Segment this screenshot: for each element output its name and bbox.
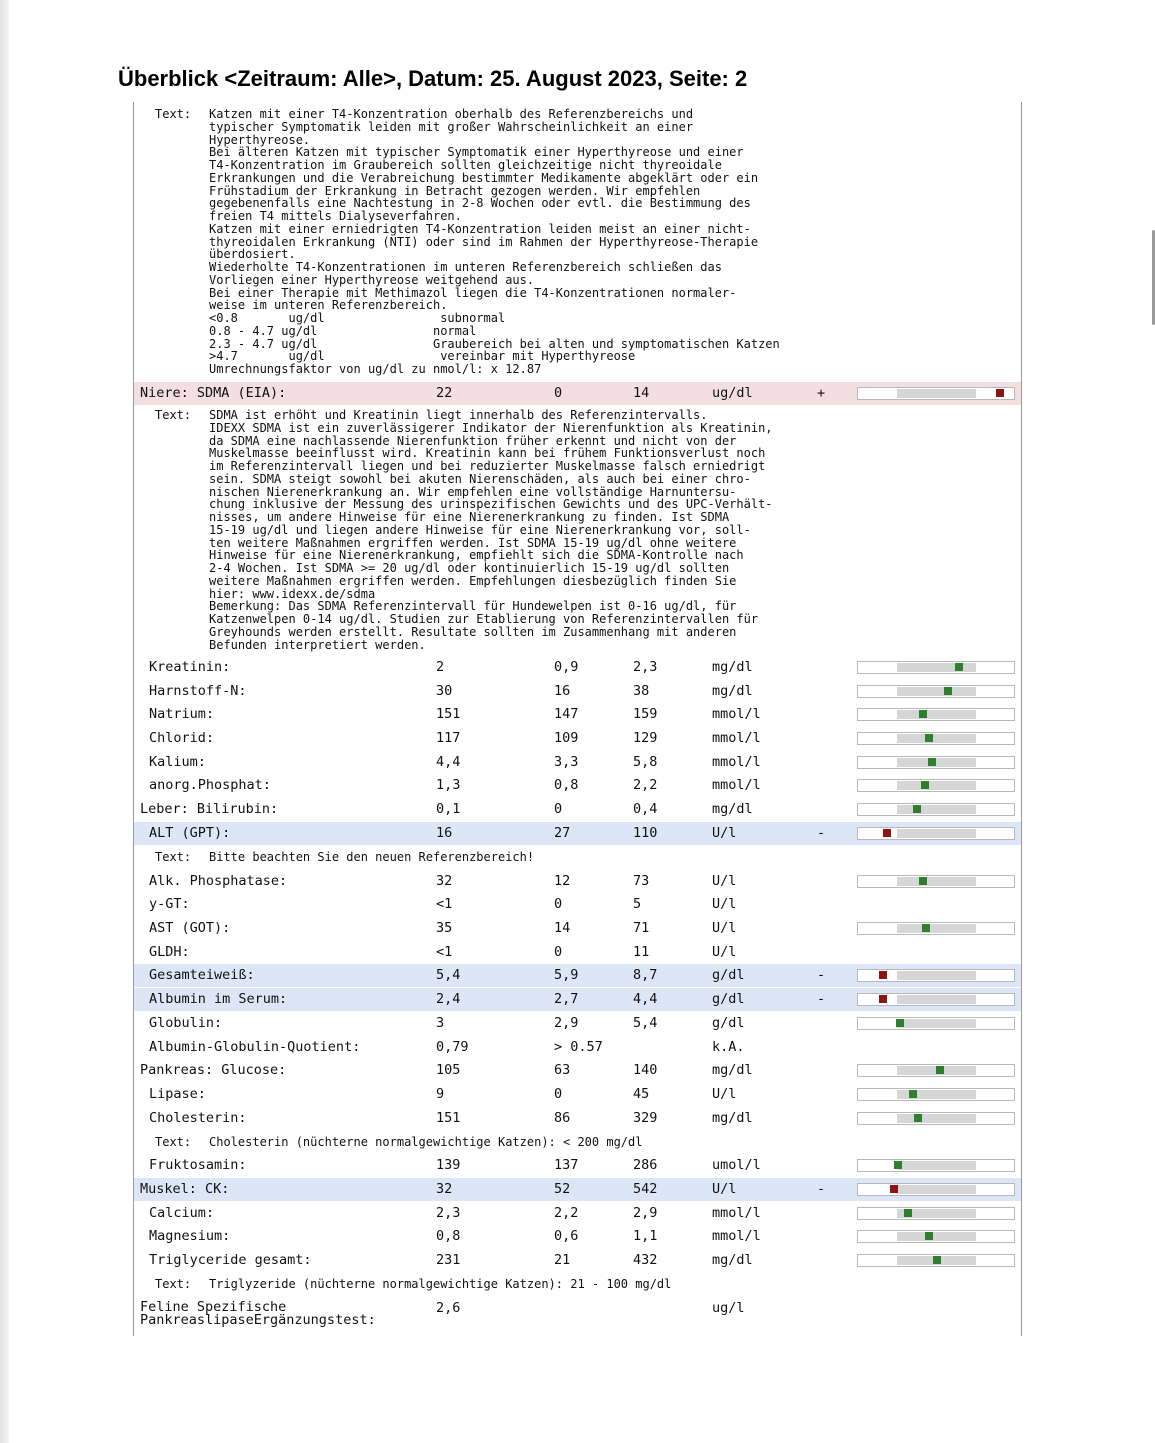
reference-range-band [897, 1161, 976, 1170]
result-marker [904, 1209, 912, 1217]
parameter-name: Albumin-Globulin-Quotient: [149, 1039, 361, 1055]
result-value: 32 [436, 873, 453, 889]
reference-range-bar [857, 922, 1015, 935]
unit: mg/dl [712, 1062, 753, 1078]
unit: mg/dl [712, 659, 753, 675]
result-value: 4,4 [436, 754, 461, 770]
reference-high: 432 [633, 1252, 658, 1268]
reference-range-band [897, 781, 976, 790]
reference-range-band [897, 758, 976, 767]
comment-label: Text: [155, 408, 192, 422]
reference-range-band [897, 710, 976, 719]
reference-low: 0,8 [554, 777, 579, 793]
comment-text: Cholesterin (nüchterne normalgewichtige Katzen): < 200 mg/dl [209, 1135, 643, 1149]
parameter-name: AST (GOT): [149, 920, 231, 936]
reference-range-band [897, 805, 976, 814]
reference-low: 63 [554, 1062, 571, 1078]
reference-high: 2,9 [633, 1205, 658, 1221]
result-row [134, 917, 1021, 940]
result-value: 0,8 [436, 1228, 461, 1244]
result-row [134, 1107, 1021, 1130]
result-value: 5,4 [436, 967, 461, 983]
result-marker [913, 805, 921, 813]
reference-low: 0 [554, 801, 563, 817]
parameter-name: Kalium: [149, 754, 206, 770]
result-marker [914, 1114, 922, 1122]
reference-range-bar [857, 732, 1015, 745]
flag-indicator: - [817, 967, 826, 983]
result-value: 105 [436, 1062, 461, 1078]
result-row [134, 941, 1021, 964]
result-marker [922, 924, 930, 932]
result-row [134, 703, 1021, 726]
unit: ug/dl [712, 385, 753, 401]
reference-range-band [897, 1232, 976, 1241]
unit: mmol/l [712, 1205, 761, 1221]
parameter-name: ALT (GPT): [149, 825, 231, 841]
reference-low: 12 [554, 873, 571, 889]
reference-range-bar [857, 1254, 1015, 1267]
reference-range-bar [857, 875, 1015, 888]
reference-range-bar [857, 779, 1015, 792]
result-value: 2,6 [436, 1300, 461, 1316]
reference-range-bar [857, 993, 1015, 1006]
result-value: 0,1 [436, 801, 461, 817]
result-value: 35 [436, 920, 453, 936]
result-value: <1 [436, 944, 453, 960]
result-value: <1 [436, 896, 453, 912]
reference-high: 45 [633, 1086, 650, 1102]
result-row [134, 751, 1021, 774]
result-row [134, 1154, 1021, 1177]
unit: U/l [712, 1181, 737, 1197]
result-value: 2 [436, 659, 445, 675]
result-value: 32 [436, 1181, 453, 1197]
parameter-name: Calcium: [149, 1205, 215, 1221]
page-title: Überblick <Zeitraum: Alle>, Datum: 25. August 2023, Seite: 2 [118, 66, 748, 91]
reference-high: 8,7 [633, 967, 658, 983]
reference-low: 0 [554, 1086, 563, 1102]
reference-range-bar [857, 1088, 1015, 1101]
reference-low: > 0.57 [554, 1039, 603, 1055]
unit: mg/dl [712, 801, 753, 817]
reference-high: 0,4 [633, 801, 658, 817]
reference-low: 16 [554, 683, 571, 699]
parameter-name: Albumin im Serum: [149, 991, 288, 1007]
parameter-name: Lipase: [149, 1086, 206, 1102]
result-value: 16 [436, 825, 453, 841]
unit: U/l [712, 920, 737, 936]
result-row [134, 893, 1021, 916]
reference-range-bar [857, 708, 1015, 721]
result-value: 231 [436, 1252, 461, 1268]
reference-high: 5,4 [633, 1015, 658, 1031]
reference-range-bar [857, 1230, 1015, 1243]
reference-low: 14 [554, 920, 571, 936]
reference-range-bar [857, 685, 1015, 698]
unit: mmol/l [712, 777, 761, 793]
result-row [134, 1225, 1021, 1248]
unit: mg/dl [712, 1110, 753, 1126]
result-value: 22 [436, 385, 453, 401]
reference-high: 38 [633, 683, 650, 699]
reference-low: 52 [554, 1181, 571, 1197]
parameter-name: Muskel: CK: [140, 1181, 230, 1197]
result-value: 2,4 [436, 991, 461, 1007]
reference-range-bar [857, 387, 1015, 400]
reference-range-band [897, 734, 976, 743]
unit: mg/dl [712, 1252, 753, 1268]
reference-high: 329 [633, 1110, 658, 1126]
unit: U/l [712, 944, 737, 960]
unit: g/dl [712, 991, 745, 1007]
unit: g/dl [712, 967, 745, 983]
result-marker [955, 663, 963, 671]
reference-high: 159 [633, 706, 658, 722]
comment-label: Text: [155, 1135, 192, 1149]
parameter-name: GLDH: [149, 944, 190, 960]
result-marker [890, 1185, 898, 1193]
reference-range-bar [857, 1183, 1015, 1196]
reference-low: 147 [554, 706, 579, 722]
reference-low: 2,9 [554, 1015, 579, 1031]
reference-range-band [897, 995, 976, 1004]
comment-label: Text: [155, 107, 192, 121]
reference-high: 542 [633, 1181, 658, 1197]
result-marker [925, 734, 933, 742]
reference-high: 5 [633, 896, 642, 912]
result-row [134, 1178, 1021, 1201]
page-shadow [0, 0, 9, 1443]
result-value: 30 [436, 683, 453, 699]
result-value: 9 [436, 1086, 445, 1102]
reference-range-band [897, 877, 976, 886]
parameter-name: Pankreas: Glucose: [140, 1062, 287, 1078]
reference-high: 11 [633, 944, 650, 960]
reference-high: 71 [633, 920, 650, 936]
result-value: 151 [436, 706, 461, 722]
unit: mmol/l [712, 754, 761, 770]
reference-low: 109 [554, 730, 579, 746]
result-row [134, 798, 1021, 821]
result-marker [883, 829, 891, 837]
reference-low: 27 [554, 825, 571, 841]
reference-range-bar [857, 827, 1015, 840]
unit: umol/l [712, 1157, 761, 1173]
comment-text: Katzen mit einer T4-Konzentration oberhalb des Referenzbereichs und typischer Symptomatik leiden mit großer Wahrscheinlichkeit an einer Hyperthyreose. Bei älteren Katzen mit typischer Symptomatik einer Hyperthyreose und einer T4-Konzentration im Graubereich sollten gleichzeitige nicht thyreoidale Erkrankungen und die Verabreichung bestimmter Medikamente abgeklärt oder ein Frühstadium der Erkrankung in Betracht gezogen werden. Wir empfehlen gegebenenfalls eine Nachtestung in 2-8 Wochen oder evtl. die Bestimmung des freien T4 mittels Dialyseverfahren. Katzen mit einer erniedrigten T4-Konzentration leiden meist an einer nicht- thyreoidalen Erkrankung (NTI) oder sind im Rahmen der Hyperthyreose-Therapie überdosiert. Wiederholte T4-Konzentrationen im unteren Referenzbereich schließen das Vorliegen einer Hyperthyreose weitgehend aus. Bei einer Therapie mit Methimazol liegen die T4-Konzentrationen normaler- weise im unteren Referenzbereich. <0.8 ug/dl subnormal 0.8 - 4.7 ug/dl normal 2.3 - 4.7 ug/dl Graubereich bei alten und symptomatischen Katzen >4.7 ug/dl vereinbar mit Hyperthyreose Umrechnungsfaktor von ug/dl zu nmol/l: x 12.87 [209, 107, 780, 376]
result-marker [933, 1256, 941, 1264]
reference-range-band [897, 971, 976, 980]
parameter-name: y-GT: [149, 896, 190, 912]
reference-low: 2,7 [554, 991, 579, 1007]
parameter-name: Globulin: [149, 1015, 223, 1031]
comment-label: Text: [155, 850, 192, 864]
result-marker [919, 877, 927, 885]
result-marker [921, 781, 929, 789]
result-marker [879, 971, 887, 979]
unit: U/l [712, 825, 737, 841]
result-row [134, 1083, 1021, 1106]
result-marker [936, 1066, 944, 1074]
result-row [134, 1059, 1021, 1082]
result-value: 117 [436, 730, 461, 746]
reference-low: 0 [554, 385, 563, 401]
reference-high: 14 [633, 385, 650, 401]
result-row [134, 656, 1021, 679]
reference-range-band [897, 687, 976, 696]
lab-report [133, 102, 1022, 1336]
parameter-name: Alk. Phosphatase: [149, 873, 288, 889]
unit: mg/dl [712, 683, 753, 699]
unit: mmol/l [712, 706, 761, 722]
reference-range-band [897, 829, 976, 838]
unit: U/l [712, 1086, 737, 1102]
result-row [134, 1012, 1021, 1035]
reference-range-bar [857, 1017, 1015, 1030]
reference-high: 286 [633, 1157, 658, 1173]
result-marker [996, 389, 1004, 397]
unit: k.A. [712, 1039, 745, 1055]
result-row [134, 1249, 1021, 1272]
result-row [134, 1202, 1021, 1225]
result-marker [879, 995, 887, 1003]
result-value: 151 [436, 1110, 461, 1126]
reference-range-band [897, 1019, 976, 1028]
parameter-name: Fruktosamin: [149, 1157, 247, 1173]
parameter-name: Leber: Bilirubin: [140, 801, 279, 817]
parameter-name: Harnstoff-N: [149, 683, 247, 699]
parameter-name: Cholesterin: [149, 1110, 247, 1126]
parameter-name: Natrium: [149, 706, 215, 722]
parameter-name: Kreatinin: [149, 659, 231, 675]
reference-high: 110 [633, 825, 658, 841]
flag-indicator: - [817, 991, 826, 1007]
unit: mmol/l [712, 730, 761, 746]
reference-high: 5,8 [633, 754, 658, 770]
reference-high: 73 [633, 873, 650, 889]
unit: mmol/l [712, 1228, 761, 1244]
result-marker [896, 1019, 904, 1027]
reference-low: 86 [554, 1110, 571, 1126]
reference-high: 140 [633, 1062, 658, 1078]
unit: g/dl [712, 1015, 745, 1031]
unit: U/l [712, 873, 737, 889]
parameter-name: Magnesium: [149, 1228, 231, 1244]
reference-low: 0,9 [554, 659, 579, 675]
reference-range-band [897, 1185, 976, 1194]
result-row [134, 964, 1021, 987]
result-row [134, 774, 1021, 797]
reference-low: 21 [554, 1252, 571, 1268]
reference-range-bar [857, 803, 1015, 816]
result-row [134, 727, 1021, 750]
reference-low: 0,6 [554, 1228, 579, 1244]
comment-label: Text: [155, 1277, 192, 1291]
comment-text: Triglyzeride (nüchterne normalgewichtige Katzen): 21 - 100 mg/dl [209, 1277, 672, 1291]
reference-range-bar [857, 756, 1015, 769]
unit: U/l [712, 896, 737, 912]
reference-range-bar [857, 1112, 1015, 1125]
result-row [134, 870, 1021, 893]
reference-high: 129 [633, 730, 658, 746]
parameter-name: Gesamteiweiß: [149, 967, 255, 983]
result-row [134, 1297, 1021, 1328]
result-value: 2,3 [436, 1205, 461, 1221]
flag-indicator: - [817, 1181, 826, 1197]
result-row [134, 822, 1021, 845]
flag-indicator: - [817, 825, 826, 841]
reference-range-bar [857, 1207, 1015, 1220]
parameter-name: Feline Spezifische PankreaslipaseErgänzungstest: [140, 1299, 376, 1328]
result-value: 1,3 [436, 777, 461, 793]
comment-text: SDMA ist erhöht und Kreatinin liegt innerhalb des Referenzintervalls. IDEXX SDMA ist ein zuverlässigerer Indikator der Nierenfunktion als Kreatinin, da SDMA eine nachlassende Nierenfunktion früher erkennt und nicht von der Muskelmasse beeinflusst wird. Kreatinin kann bei frühem Funktionsverlust noch im Referenzintervall liegen und bei reduzierter Muskelmasse falsch erniedrigt sein. SDMA steigt sowohl bei akuten Nierenschäden, als auch bei einer chro- nischen Nierenerkrankung an. Wir empfehlen eine vollständige Harnuntersu- chung inklusive der Messung des urinspezifischen Gewichts und des UPC-Verhält- nisses, um andere Hinweise für eine Nierenerkrankung zu finden. Ist SDMA 15-19 ug/dl und liegen andere Hinweise für eine Nierenerkrankung vor, soll- ten weitere Maßnahmen ergriffen werden. Ist SDMA 15-19 ug/dl ohne weitere Hinweise für eine Nierenerkrankung, empfiehlt sich die SDMA-Kontrolle nach 2-4 Wochen. Ist SDMA >= 20 ug/dl oder kontinuierlich 15-19 ug/dl sollten weitere Maßnahmen ergriffen werden. Empfehlungen diesbezüglich finden Sie hier: www.idexx.de/sdma Bemerkung: Das SDMA Referenzintervall für Hundewelpen ist 0-16 ug/dl, für Katzenwelpen 0-14 ug/dl. Studien zur Etablierung von Referenzintervallen für Greyhounds werden erstellt. Resultate sollten im Zusammenhang mit anderen Befunden interpretiert werden. [209, 408, 773, 652]
reference-low: 5,9 [554, 967, 579, 983]
parameter-name: Chlorid: [149, 730, 215, 746]
reference-range-band [897, 1114, 976, 1123]
reference-high: 2,2 [633, 777, 658, 793]
reference-low: 3,3 [554, 754, 579, 770]
unit: ug/l [712, 1300, 745, 1316]
reference-range-band [897, 389, 976, 398]
reference-low: 0 [554, 944, 563, 960]
parameter-name: anorg.Phosphat: [149, 777, 271, 793]
result-marker [944, 687, 952, 695]
result-marker [928, 758, 936, 766]
parameter-name: Niere: SDMA (EIA): [140, 385, 287, 401]
result-marker [909, 1090, 917, 1098]
result-row [134, 680, 1021, 703]
result-row [134, 988, 1021, 1011]
result-marker [925, 1232, 933, 1240]
result-value: 139 [436, 1157, 461, 1173]
reference-range-bar [857, 1064, 1015, 1077]
parameter-name: Triglyceride gesamt: [149, 1252, 312, 1268]
reference-low: 137 [554, 1157, 579, 1173]
reference-high: 1,1 [633, 1228, 658, 1244]
flag-indicator: + [817, 385, 826, 401]
comment-text: Bitte beachten Sie den neuen Referenzbereich! [209, 850, 535, 864]
result-marker [919, 710, 927, 718]
result-marker [894, 1161, 902, 1169]
reference-range-bar [857, 969, 1015, 982]
reference-range-bar [857, 1159, 1015, 1172]
reference-high: 4,4 [633, 991, 658, 1007]
reference-range-bar [857, 661, 1015, 674]
result-value: 0,79 [436, 1039, 469, 1055]
result-row [134, 382, 1021, 405]
result-value: 3 [436, 1015, 445, 1031]
reference-low: 2,2 [554, 1205, 579, 1221]
reference-range-band [897, 663, 976, 672]
reference-low: 0 [554, 896, 563, 912]
reference-high: 2,3 [633, 659, 658, 675]
reference-range-band [897, 924, 976, 933]
result-row [134, 1036, 1021, 1059]
